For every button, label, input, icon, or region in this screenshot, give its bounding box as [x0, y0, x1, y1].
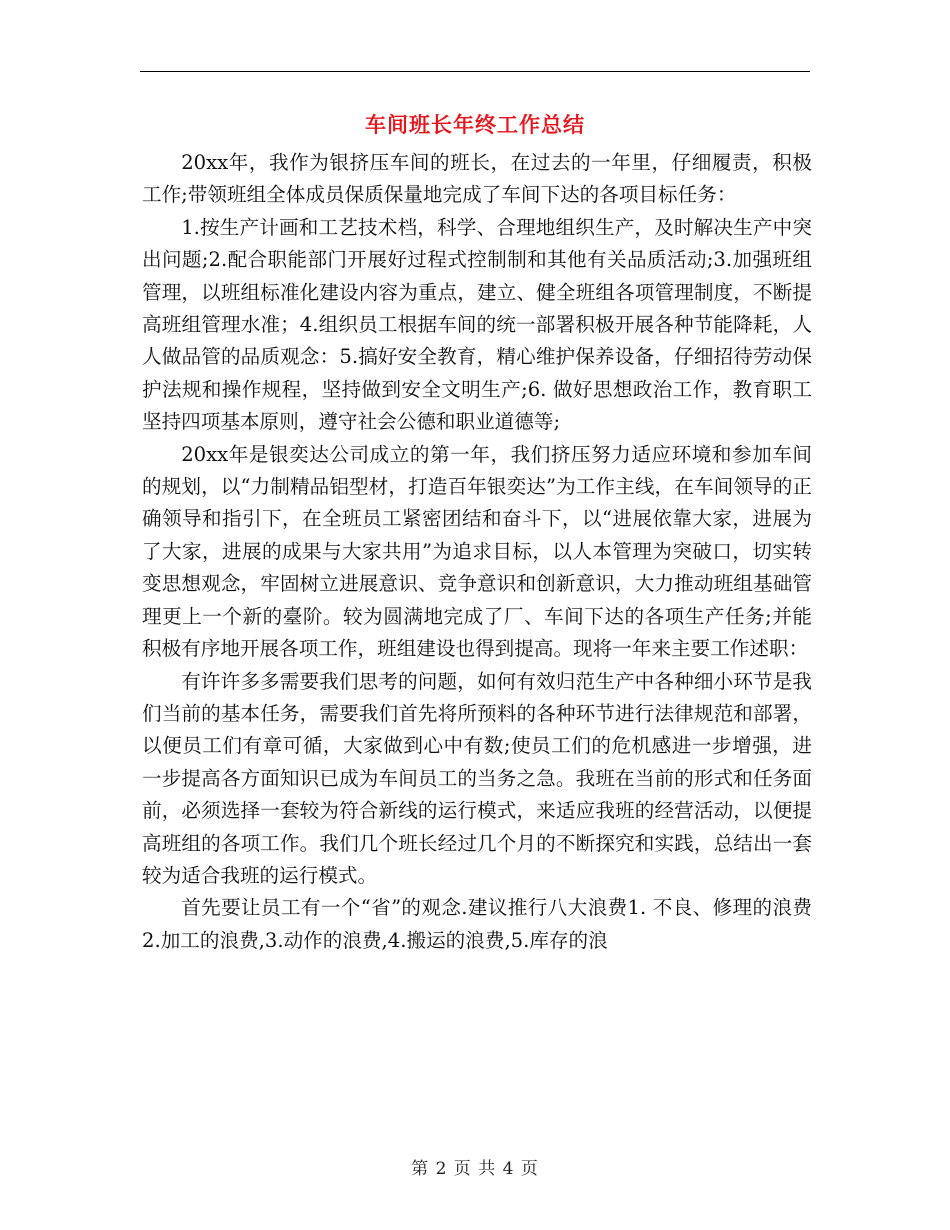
header-rule — [140, 71, 810, 72]
document-body — [142, 147, 812, 957]
paragraph-waste: 首先要让员工有一个“省”的观念.建议推行八大浪费1. 不良、修理的浪费 2.加工的浪费,3.动作的浪费,4.搬运的浪费,5.库存的浪 — [142, 896, 812, 952]
document-title: 车间班长年终工作总结 — [365, 112, 585, 137]
paragraph-intro: 20xx年，我作为银挤压车间的班长，在过去的一年里，仔细履责，积极工作;带领班组全体成员保质保量地完成了车间下达的各项目标任务： — [142, 151, 812, 207]
page-number: 第 2 页 共 4 页 — [411, 1159, 539, 1179]
paragraph-problems: 有许许多多需要我们思考的问题，如何有效归范生产中各种细小环节是我们当前的基本任务，需要我们首先将所预料的各种环节进行法律规范和部署，以便员工们有章可循，大家做到心中有数;使员工们的危机感进一步增强，进一步提高各方面知识已成为车间员工的当务之急。我班在当前的形式和任务面前，必须选择一套较为符合新线的运行模式，来适应我班的经营活动，以便提高班组的各项工作。我们几个班长经过几个月的不断探究和实践，总结出一套较为适合我班的运行模式。 — [142, 669, 812, 887]
paragraph-company-year: 20xx年是银奕达公司成立的第一年，我们挤压努力适应环境和参加车间的规划，以“力制精品铝型材，打造百年银奕达”为工作主线，在车间领导的正确领导和指引下，在全班员工紧密团结和奋斗下，以“进展依靠大家，进展为了大家，进展的成果与大家共用”为追求目标，以人本管理为突破口，切实转变思想观念，牢固树立进展意识、竞争意识和创新意识，大力推动班组基础管理更上一个新的臺阶。较为圆满地完成了厂、车间下达的各项生产任务;并能积极有序地开展各项工作，班组建设也得到提高。现将一年来主要工作述职： — [142, 442, 812, 661]
paragraph-duties: 1.按生产计画和工艺技术档，科学、合理地组织生产，及时解决生产中突出问题;2.配合职能部门开展好过程式控制制和其他有关品质活动;3.加强班组管理，以班组标准化建设内容为重点，建立、健全班组各项管理制度，不断提高班组管理水准；4.组织员工根据车间的统一部署积极开展各种节能降耗，人人做品管的品质观念：5.搞好安全教育，精心维护保养设备，仔细招待劳动保护法规和操作规程，坚持做到安全文明生产;6. 做好思想政治工作，教育职工坚持四项基本原则，遵守社会公德和职业道德等; — [142, 215, 812, 434]
